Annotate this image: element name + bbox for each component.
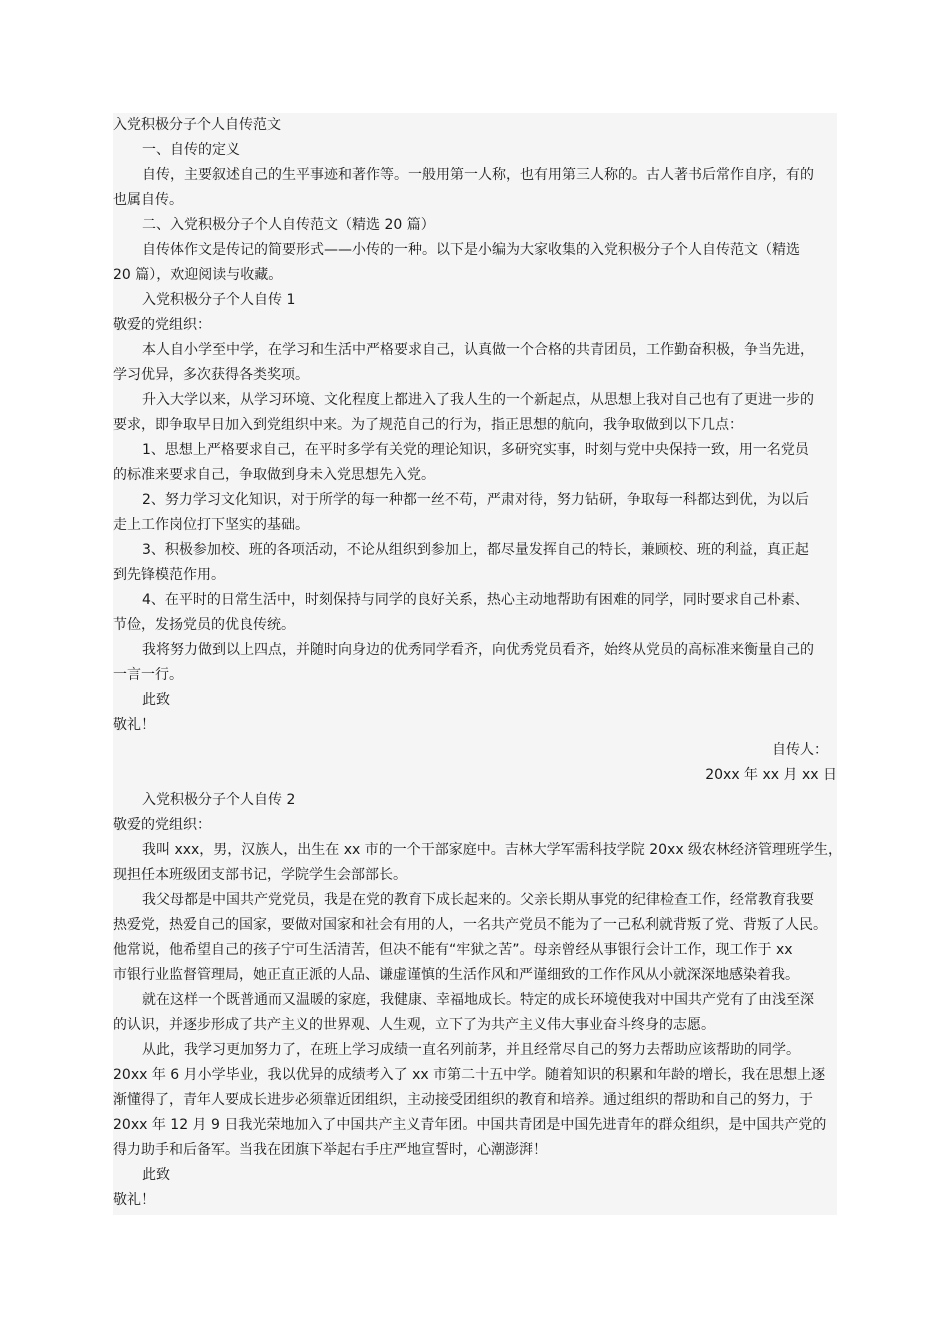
- closing-line: 敬礼！: [113, 717, 155, 733]
- paragraph-line: 的认识，并逐步形成了共产主义的世界观、人生观，立下了为共产主义伟大事业奋斗终身的志愿。: [113, 1017, 715, 1033]
- salutation: 敬爱的党组织：: [113, 817, 211, 833]
- paragraph-line: 2、努力学习文化知识，对于所学的每一种都一丝不苟，严肃对待，努力钻研，争取每一科都达到优，为以后: [142, 492, 809, 508]
- paragraph-line: 他常说，他希望自己的孩子宁可生活清苦，但决不能有“牢狱之苦”。母亲曾经从事银行会计工作，现工作于 xx: [113, 942, 793, 958]
- paragraph-line: 3、积极参加校、班的各项活动，不论从组织到参加上，都尽量发挥自己的特长，兼顾校、班的利益，真正起: [142, 542, 809, 558]
- paragraph-line: 到先锋模范作用。: [113, 567, 225, 583]
- paragraph-line: 自传体作文是传记的简要形式——小传的一种。以下是小编为大家收集的入党积极分子个人自传范文（精选: [142, 242, 800, 258]
- document-page: [113, 113, 843, 1215]
- salutation: 敬爱的党组织：: [113, 317, 211, 333]
- paragraph-line: 我叫 xxx，男，汉族人，出生在 xx 市的一个干部家庭中。吉林大学军需科技学院 20xx 级农林经济管理班学生，: [142, 842, 843, 858]
- paragraph-line: 我父母都是中国共产党党员，我是在党的教育下成长起来的。父亲长期从事党的纪律检查工作，经常教育我要: [142, 892, 814, 908]
- paragraph-line: 自传，主要叙述自己的生平事迹和著作等。一般用第一人称，也有用第三人称的。古人著书后常作自序，有的: [142, 167, 814, 183]
- section-heading-definition: 一、自传的定义: [142, 142, 240, 158]
- paragraph-line: 我将努力做到以上四点，并随时向身边的优秀同学看齐，向优秀党员看齐，始终从党员的高标准来衡量自己的: [142, 642, 814, 658]
- paragraph-line: 也属自传。: [113, 192, 183, 208]
- closing-line: 此致: [142, 1167, 170, 1183]
- document-title: 入党积极分子个人自传范文: [113, 117, 281, 133]
- paragraph-line: 现担任本班级团支部书记，学院学生会部部长。: [113, 867, 407, 883]
- paragraph-line: 的标准来要求自己，争取做到身未入党思想先入党。: [113, 467, 435, 483]
- paragraph-line: 1、思想上严格要求自己，在平时多学有关党的理论知识，多研究实事，时刻与党中央保持一致，用一名党员: [142, 442, 809, 458]
- paragraph-line: 本人自小学至中学，在学习和生活中严格要求自己，认真做一个合格的共青团员，工作勤奋积极，争当先进，: [142, 342, 814, 358]
- paragraph-line: 学习优异，多次获得各类奖项。: [113, 367, 309, 383]
- section-heading-samples: 二、入党积极分子个人自传范文（精选 20 篇）: [142, 217, 435, 233]
- date-line: 20xx 年 xx 月 xx 日: [705, 767, 837, 783]
- closing-line: 敬礼！: [113, 1192, 155, 1208]
- paragraph-line: 20 篇），欢迎阅读与收藏。: [113, 267, 283, 283]
- paragraph-line: 升入大学以来，从学习环境、文化程度上都进入了我人生的一个新起点，从思想上我对自己也有了更进一步的: [142, 392, 814, 408]
- paragraph-line: 要求，即争取早日加入到党组织中来。为了规范自己的行为，指正思想的航向，我争取做到以下几点：: [113, 417, 743, 433]
- closing-line: 此致: [142, 692, 170, 708]
- paragraph-line: 得力助手和后备军。当我在团旗下举起右手庄严地宣誓时，心潮澎湃！: [113, 1142, 547, 1158]
- paragraph-line: 一言一行。: [113, 667, 183, 683]
- paragraph-line: 20xx 年 6 月小学毕业，我以优异的成绩考入了 xx 市第二十五中学。随着知识的积累和年龄的增长，我在思想上逐: [113, 1067, 826, 1083]
- sample-title-2: 入党积极分子个人自传 2: [142, 792, 296, 808]
- paragraph-line: 走上工作岗位打下坚实的基础。: [113, 517, 309, 533]
- paragraph-line: 热爱党，热爱自己的国家，要做对国家和社会有用的人，一名共产党员不能为了一己私利就背叛了党、背叛了人民。: [113, 917, 827, 933]
- paragraph-line: 20xx 年 12 月 9 日我光荣地加入了中国共产主义青年团。中国共青团是中国先进青年的群众组织，是中国共产党的: [113, 1117, 827, 1133]
- paragraph-line: 就在这样一个既普通而又温暖的家庭，我健康、幸福地成长。特定的成长环境使我对中国共产党有了由浅至深: [142, 992, 814, 1008]
- paragraph-line: 4、在平时的日常生活中，时刻保持与同学的良好关系，热心主动地帮助有困难的同学，同时要求自己朴素、: [142, 592, 809, 608]
- paragraph-line: 渐懂得了，青年人要成长进步必须靠近团组织，主动接受团组织的教育和培养。通过组织的帮助和自己的努力，于: [113, 1092, 813, 1108]
- paragraph-line: 节俭，发扬党员的优良传统。: [113, 617, 295, 633]
- paragraph-line: 从此，我学习更加努力了，在班上学习成绩一直名列前茅，并且经常尽自己的努力去帮助应该帮助的同学。: [142, 1042, 800, 1058]
- signer-line: 自传人：: [772, 742, 828, 758]
- paragraph-line: 市银行业监督管理局，她正直正派的人品、谦虚谨慎的生活作风和严谨细致的工作作风从小就深深地感染着我。: [113, 967, 799, 983]
- sample-title-1: 入党积极分子个人自传 1: [142, 292, 296, 308]
